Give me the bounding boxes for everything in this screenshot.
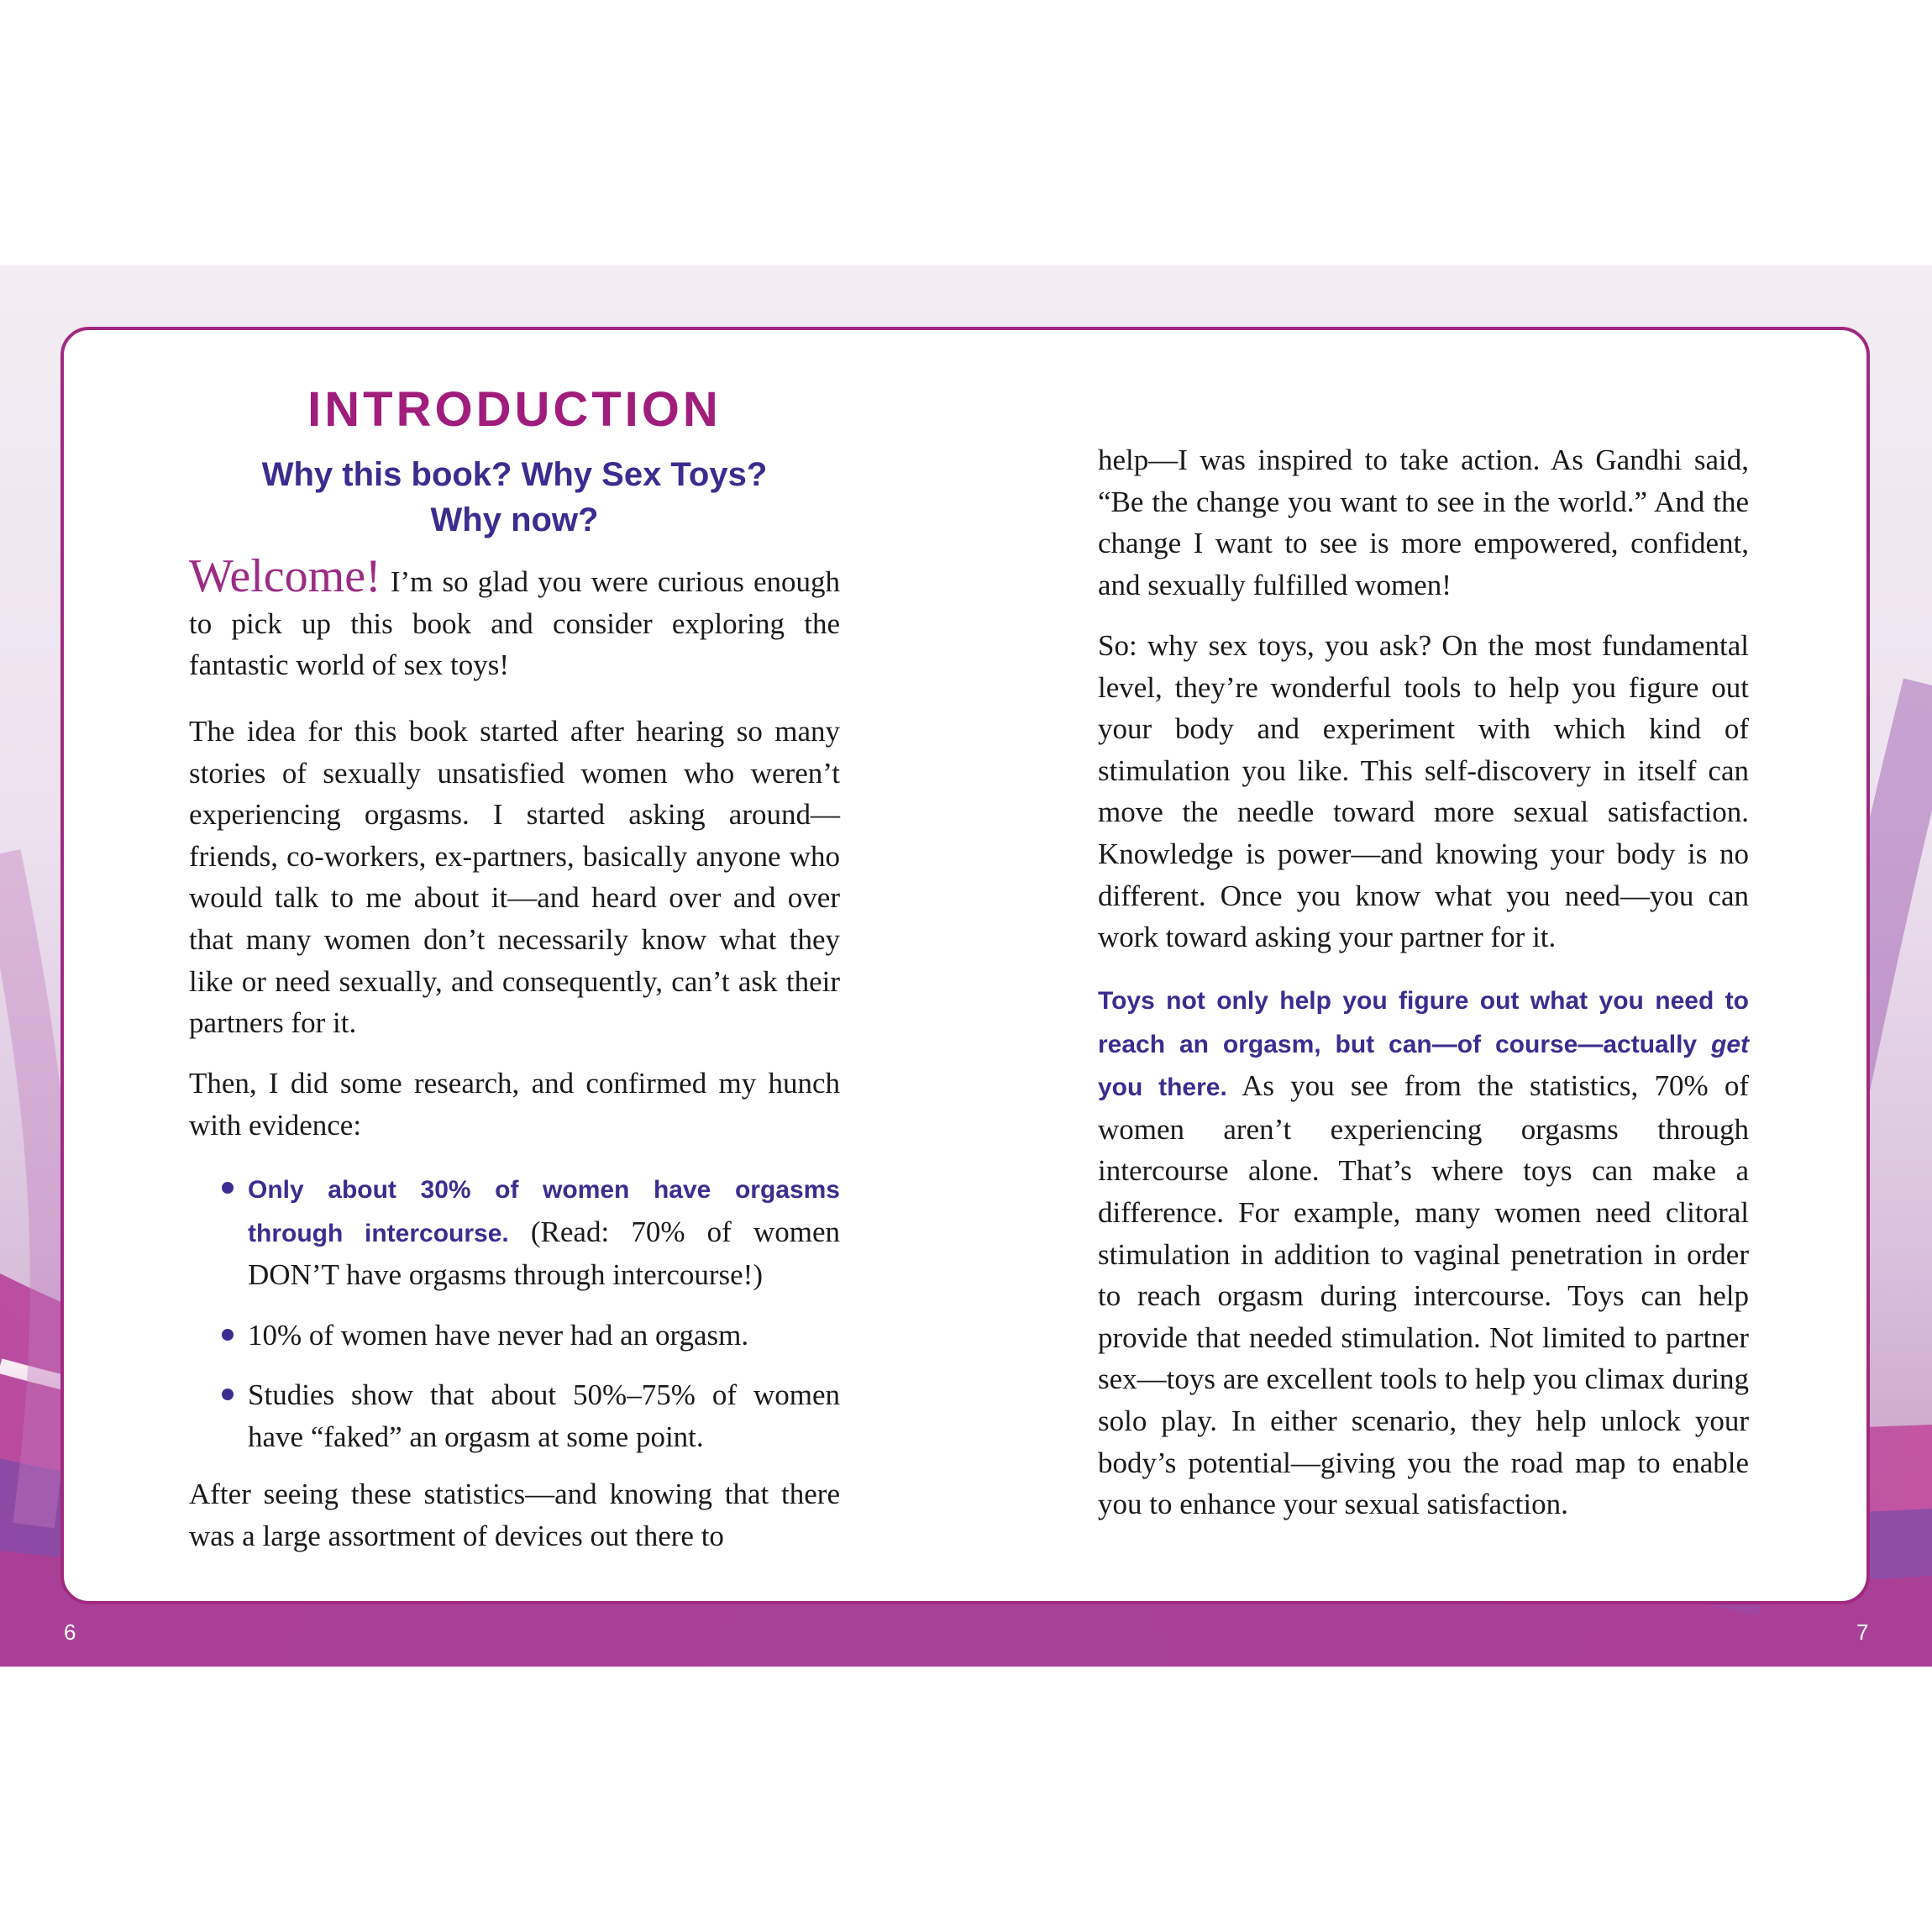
bullet-icon: [222, 1389, 234, 1400]
bullet-icon: [222, 1182, 234, 1194]
welcome-paragraph: [189, 550, 840, 686]
list-item: [189, 1374, 840, 1457]
list-item: [189, 1315, 840, 1357]
toys-paragraph-text: As you see from the statistics, 70% of women aren’t experiencing orgasms through intercourse alone. That’s where toys can make a difference. For example, many women need clitoral stimulation in addition to vaginal penetration in order to reach orgasm during intercourse. Toys can help provide that needed stimulation. Not limited to partner sex—toys are excellent tools to help you climax during solo play. In either scenario, they help unlock your body’s potential—giving you the road map to enable you to enhance your sexual satisfaction.: [1098, 1069, 1750, 1521]
toys-highlight: Toys not only help you figure out what you need to reach an orgasm, but can—of course—actually: [1098, 987, 1749, 1058]
idea-paragraph: The idea for this book started after hearing so many stories of sexually unsatisfied women who weren’t experiencing orgasms. I started asking around—friends, co-workers, ex-partners, basically anyone who would talk to me about it—and heard over and over that many women don’t necessarily know what they like or need sexually, and consequently, can’t ask their partners for it.: [189, 715, 840, 1040]
after-statistics-paragraph: After seeing these statistics—and knowing that there was a large assortment of devices out there to: [189, 1478, 840, 1552]
page-number-right: 7: [1856, 1620, 1869, 1645]
welcome-word: Welcome!: [189, 550, 381, 602]
bullet-highlight: Only about 30% of women have orgasms through intercourse.: [248, 1176, 840, 1247]
list-item: [189, 1168, 840, 1296]
subtitle-line-2: Why now?: [430, 501, 599, 538]
subtitle-line-1: Why this book? Why Sex Toys?: [261, 456, 768, 493]
toys-highlight-end: you there.: [1098, 1074, 1227, 1102]
gandhi-paragraph: help—I was inspired to take action. As Gandhi said, “Be the change you want to see in the world.” And the change I want to see is more empowered, confident, and sexually fulfilled women!: [1098, 444, 1749, 601]
bullet-text: (Read: 70% of women DON’T have orgasms through intercourse!): [248, 1215, 840, 1292]
chapter-subtitle: [189, 452, 840, 543]
toys-highlight-italic: get: [1711, 1030, 1749, 1058]
research-paragraph: Then, I did some research, and confirmed my hunch with evidence:: [189, 1067, 840, 1142]
bullet-text: Studies show that about 50%–75% of women have “faked” an orgasm at some point.: [248, 1378, 840, 1453]
bullet-text: 10% of women have never had an orgasm.: [248, 1318, 749, 1352]
toys-help-paragraph: [1098, 979, 1749, 1525]
statistics-list: [189, 1168, 840, 1477]
chapter-title: INTRODUCTION: [307, 382, 722, 437]
welcome-paragraph-text: I’m so glad you were curious enough to pick up this book and consider exploring the fantastic world of sex toys!: [189, 565, 840, 682]
why-sex-toys-paragraph: So: why sex toys, you ask? On the most fundamental level, they’re wonderful tools to help you figure out your body and experiment with which kind of stimulation you like. This self-discovery in itself can move the needle toward more sexual satisfaction. Knowledge is power—and knowing your body is no different. Once you know what you need—you can work toward asking your partner for it.: [1098, 629, 1749, 954]
bullet-icon: [222, 1329, 234, 1341]
page-number-left: 6: [64, 1620, 76, 1645]
